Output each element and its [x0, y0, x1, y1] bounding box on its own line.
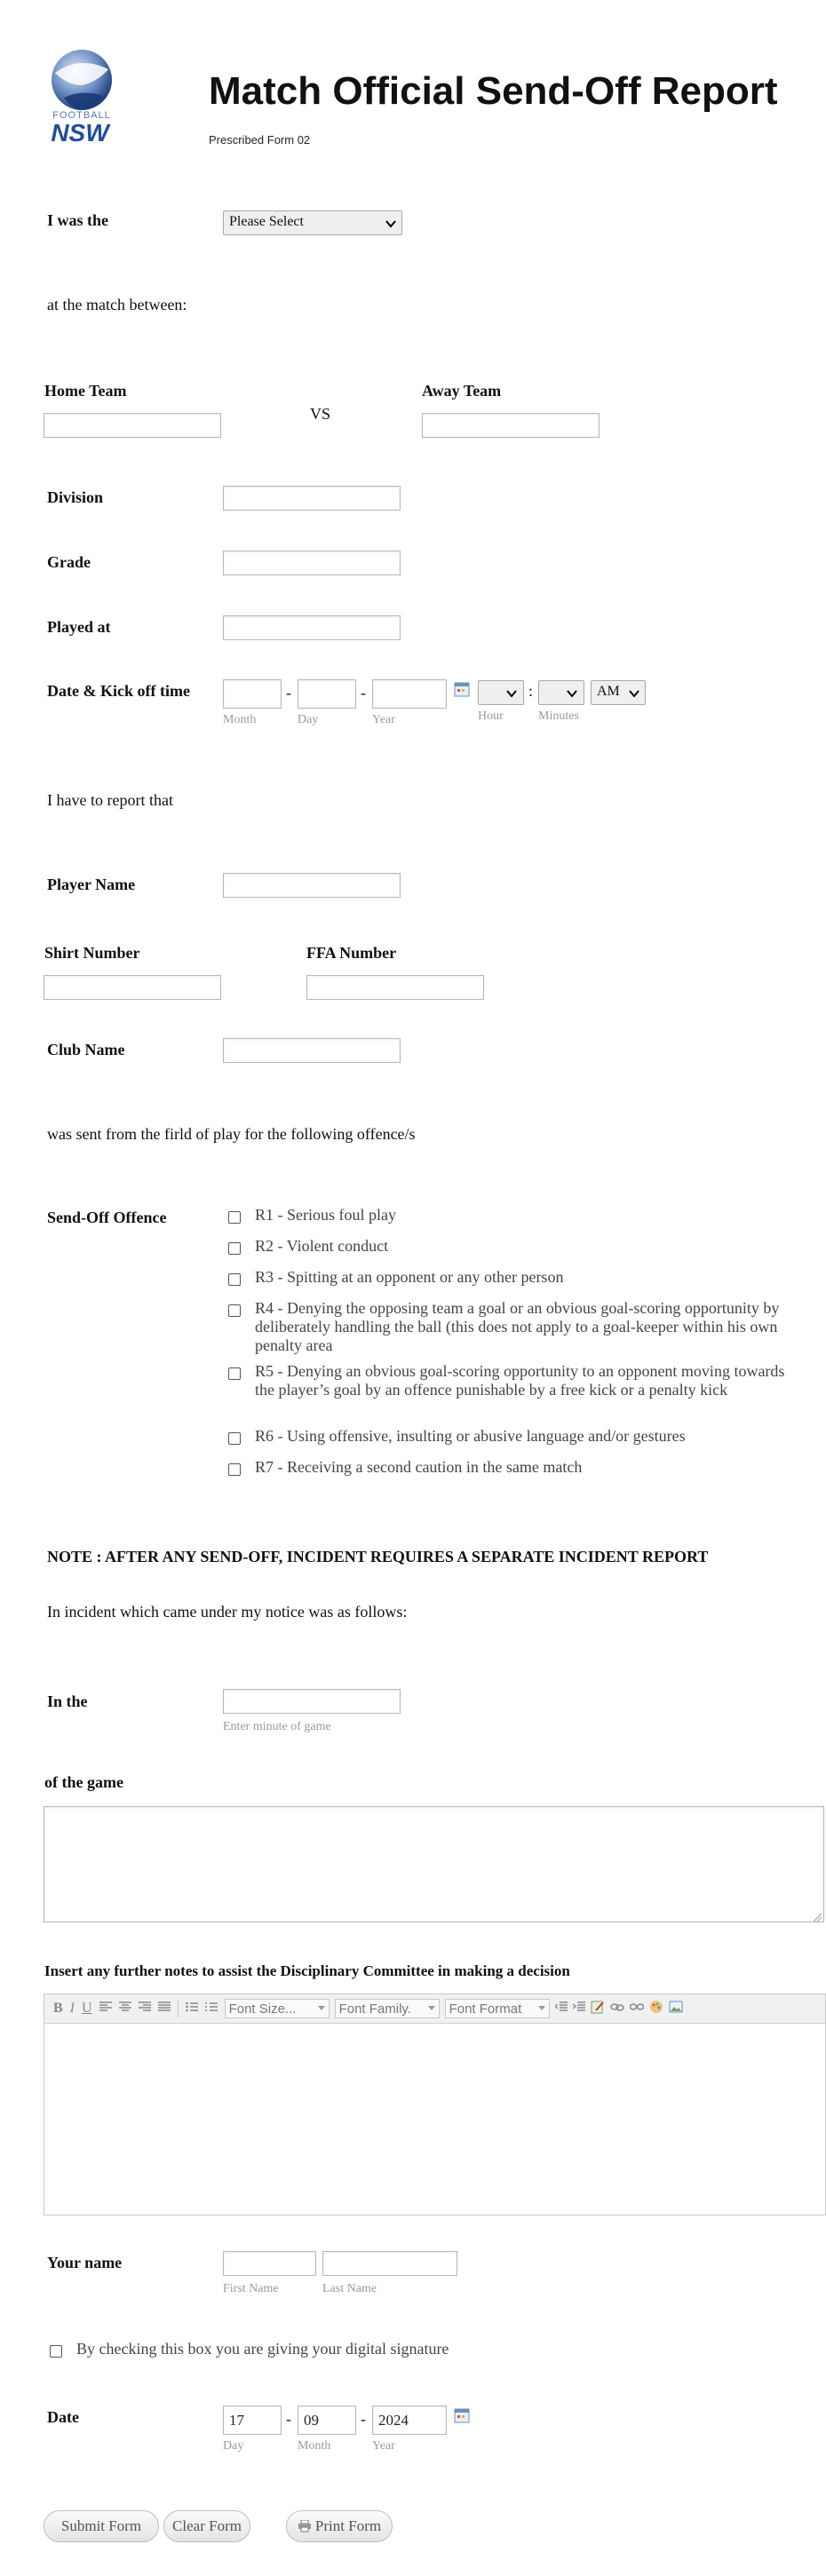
home-team-label: Home Team	[44, 382, 127, 400]
hour-sublabel: Hour	[478, 709, 504, 723]
first-name-input[interactable]	[223, 2251, 316, 2276]
chevron-down-icon	[629, 687, 639, 703]
player-name-input[interactable]	[223, 873, 401, 898]
underline-button[interactable]: U	[82, 2001, 92, 2016]
printer-icon	[298, 2520, 312, 2532]
offence-checkbox-r5[interactable]	[228, 1367, 241, 1380]
resize-handle-icon[interactable]	[813, 1911, 822, 1927]
outdent-icon[interactable]	[555, 2001, 568, 2017]
signature-checkbox[interactable]	[50, 2345, 62, 2358]
offence-checkbox-r4[interactable]	[228, 1304, 241, 1317]
calendar-icon[interactable]	[454, 2407, 470, 2423]
played-at-label: Played at	[47, 618, 111, 636]
link-icon[interactable]	[610, 2001, 624, 2017]
page-subtitle: Prescribed Form 02	[209, 133, 311, 147]
offence-option-r7: R7 - Receiving a second caution in the same match	[255, 1458, 583, 1476]
offence-option-r1: R1 - Serious foul play	[255, 1206, 396, 1224]
font-size-dropdown[interactable]: Font Size...	[225, 1999, 330, 2018]
font-family-dropdown[interactable]: Font Family.	[335, 1999, 440, 2018]
logo-bottom-text: NSW	[51, 119, 109, 147]
date-separator: -	[361, 2410, 366, 2428]
rich-text-editor	[44, 1993, 826, 2215]
align-center-icon[interactable]	[119, 2001, 131, 2017]
kickoff-minutes-select[interactable]	[538, 680, 584, 705]
sent-off-text: was sent from the firld of play for the following offence/s	[47, 1125, 416, 1143]
player-name-label: Player Name	[47, 876, 136, 893]
football-nsw-logo	[44, 46, 119, 147]
played-at-input[interactable]	[223, 615, 401, 640]
offence-option-r3: R3 - Spitting at an opponent or any other person	[255, 1268, 564, 1286]
kickoff-label: Date & Kick off time	[47, 682, 190, 700]
date-year-sublabel: Year	[372, 2439, 395, 2453]
numbered-list-icon[interactable]	[205, 2001, 218, 2017]
date-separator: -	[286, 2410, 291, 2428]
incident-description-textarea[interactable]	[44, 1806, 824, 1922]
kickoff-hour-select[interactable]	[478, 680, 524, 705]
font-format-dropdown[interactable]: Font Format	[445, 1999, 550, 2018]
date-label: Date	[47, 2408, 79, 2426]
date-separator: -	[361, 684, 366, 701]
signature-label: By checking this box you are giving your digital signature	[76, 2340, 449, 2358]
chevron-down-icon	[567, 687, 577, 703]
first-name-sublabel: First Name	[223, 2282, 279, 2295]
align-right-icon[interactable]	[139, 2001, 151, 2017]
role-label: I was the	[47, 211, 109, 229]
offence-label: Send-Off Offence	[47, 1209, 167, 1226]
indent-icon[interactable]	[573, 2001, 585, 2017]
chevron-down-icon	[385, 218, 396, 234]
away-team-label: Away Team	[422, 382, 502, 400]
time-separator: :	[528, 682, 534, 700]
logo-top-text: FOOTBALL	[52, 110, 111, 121]
minute-of-game-sublabel: Enter minute of game	[223, 1720, 331, 1733]
date-year-input[interactable]	[372, 2406, 447, 2435]
submit-form-button[interactable]: Submit Form	[44, 2510, 159, 2542]
minute-of-game-input[interactable]	[223, 1689, 401, 1714]
italic-button[interactable]: I	[69, 2001, 75, 2016]
image-icon[interactable]	[669, 2000, 683, 2018]
bold-button[interactable]: B	[53, 2001, 63, 2016]
date-day-sublabel: Day	[223, 2439, 244, 2453]
editor-toolbar	[44, 1994, 825, 2024]
offence-checkbox-r1[interactable]	[228, 1211, 241, 1224]
shirt-number-label: Shirt Number	[44, 944, 140, 962]
chevron-down-icon	[506, 687, 517, 703]
chevron-down-icon	[318, 2006, 325, 2011]
offence-checkbox-r7[interactable]	[228, 1463, 241, 1476]
division-label: Division	[47, 488, 104, 506]
chevron-down-icon	[428, 2006, 435, 2011]
calendar-icon[interactable]	[454, 681, 470, 697]
color-palette-icon[interactable]	[649, 2000, 663, 2018]
date-day-input[interactable]	[223, 2406, 282, 2435]
home-team-input[interactable]	[44, 413, 221, 438]
kickoff-year-input[interactable]	[372, 679, 447, 709]
chevron-down-icon	[538, 2006, 545, 2011]
kickoff-ampm-select[interactable]: AM	[591, 680, 646, 705]
offence-checkbox-r2[interactable]	[228, 1242, 241, 1255]
offence-checkbox-r3[interactable]	[228, 1273, 241, 1286]
vs-text: VS	[310, 405, 331, 423]
unlink-icon[interactable]	[630, 2001, 644, 2017]
club-name-input[interactable]	[223, 1038, 401, 1063]
last-name-sublabel: Last Name	[322, 2282, 377, 2295]
role-select[interactable]: Please Select	[223, 210, 402, 235]
kickoff-day-input[interactable]	[298, 679, 356, 709]
date-month-sublabel: Month	[298, 2439, 331, 2453]
date-month-input[interactable]	[298, 2406, 356, 2435]
print-form-button[interactable]: Print Form	[286, 2510, 393, 2542]
ball-icon	[44, 46, 119, 117]
offence-checkbox-r6[interactable]	[228, 1432, 241, 1445]
offence-option-r4: R4 - Denying the opposing team a goal or an obvious goal-scoring opportunity by deliberately handling the ball (this does not apply to a goal-keeper within his own penalty area	[255, 1299, 780, 1354]
month-sublabel: Month	[223, 713, 257, 726]
page-title: Match Official Send-Off Report	[209, 69, 778, 113]
shirt-number-input[interactable]	[44, 975, 221, 1000]
kickoff-month-input[interactable]	[223, 679, 282, 709]
in-the-label: In the	[47, 1692, 88, 1710]
bullet-list-icon[interactable]	[186, 2001, 198, 2017]
your-name-label: Your name	[47, 2254, 123, 2271]
division-input[interactable]	[223, 486, 401, 511]
incident-intro-text: In incident which came under my notice was as follows:	[47, 1603, 408, 1621]
club-name-label: Club Name	[47, 1041, 125, 1058]
offence-option-r6: R6 - Using offensive, insulting or abusive language and/or gestures	[255, 1427, 686, 1445]
day-sublabel: Day	[298, 713, 319, 726]
away-team-input[interactable]	[422, 413, 600, 438]
send-off-note: NOTE : AFTER ANY SEND-OFF, INCIDENT REQUIRES A SEPARATE INCIDENT REPORT	[47, 1548, 709, 1565]
align-left-icon[interactable]	[99, 2001, 112, 2017]
date-separator: -	[286, 684, 291, 701]
offence-option-r2: R2 - Violent conduct	[255, 1237, 389, 1255]
of-the-game-label: of the game	[44, 1773, 123, 1791]
align-justify-icon[interactable]	[158, 2001, 171, 2017]
edit-icon[interactable]	[591, 2000, 605, 2018]
minutes-sublabel: Minutes	[538, 709, 579, 723]
report-intro-text: I have to report that	[47, 791, 173, 809]
grade-input[interactable]	[223, 551, 401, 575]
ffa-number-input[interactable]	[306, 975, 484, 1000]
offence-option-r5: R5 - Denying an obvious goal-scoring opportunity to an opponent moving towards the player’s goal by an offence punishable by a free kick or a penalty kick	[255, 1362, 785, 1399]
further-notes-label: Insert any further notes to assist the Disciplinary Committee in making a decision	[44, 1962, 570, 1979]
clear-form-button[interactable]: Clear Form	[163, 2510, 250, 2542]
year-sublabel: Year	[372, 713, 395, 726]
last-name-input[interactable]	[322, 2251, 457, 2276]
grade-label: Grade	[47, 553, 91, 571]
ffa-number-label: FFA Number	[306, 944, 397, 962]
match-between-text: at the match between:	[47, 296, 187, 313]
